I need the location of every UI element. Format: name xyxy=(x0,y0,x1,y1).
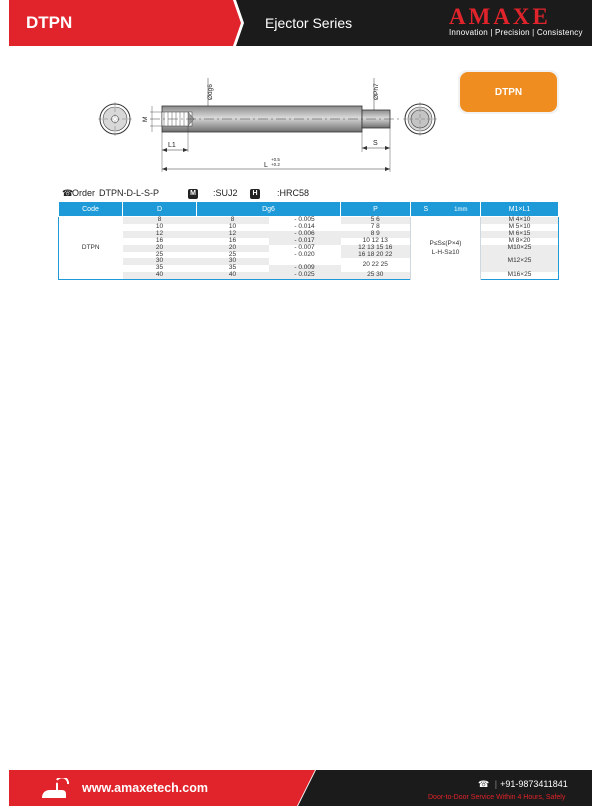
cell-dg: 30 xyxy=(197,258,269,265)
material-value: :SUJ2 xyxy=(213,188,238,198)
s-rule-cell xyxy=(411,217,481,280)
header-s-unit: 1mm xyxy=(454,206,468,213)
cell-dg: 8 xyxy=(197,217,269,224)
header-s-label: S xyxy=(423,205,429,213)
dim-s xyxy=(362,128,390,172)
product-badge: DTPN xyxy=(460,72,557,112)
cell-m: M16×25 xyxy=(481,272,559,279)
cell-p: 16 18 20 22 xyxy=(341,252,411,259)
cell-tol: - 0.020 xyxy=(294,250,315,258)
brand-logo-text: AMAXE xyxy=(449,5,551,27)
phone-icon: ☎ xyxy=(62,188,74,198)
cell-dg: 35 xyxy=(228,264,237,272)
cell-p: 25 30 xyxy=(341,272,411,279)
dim-l-tol-lower: +0.2 xyxy=(271,162,280,167)
dim-dg xyxy=(207,78,214,106)
table-row xyxy=(59,272,559,279)
cell-m: M 6×15 xyxy=(481,231,559,238)
cell-tol: - 0.005 xyxy=(294,216,315,223)
cell-d: 30 xyxy=(123,258,197,265)
dim-p-label: ØPh7 xyxy=(373,83,380,100)
technical-drawing xyxy=(90,70,470,178)
material-icon: M xyxy=(188,189,198,199)
cell-p: 5 6 xyxy=(341,217,411,224)
cell-tol: - 0.006 xyxy=(269,231,341,238)
s-rule-1: P≤S≤(P×4) xyxy=(429,240,462,248)
cell-m: M 5×10 xyxy=(481,224,559,231)
dim-dg-label: Ødg6 xyxy=(207,84,214,100)
dim-m-label: M xyxy=(142,116,149,122)
cell-d: 10 xyxy=(155,222,164,230)
dim-p xyxy=(373,78,380,110)
hardness-value: :HRC58 xyxy=(277,188,310,198)
series-title: Ejector Series xyxy=(265,15,353,31)
page-footer xyxy=(0,770,592,811)
cell-d: 12 xyxy=(123,231,197,238)
cell-dg: 20 xyxy=(197,245,269,252)
dim-l1 xyxy=(162,126,188,172)
dim-l-tol-upper: +0.5 xyxy=(271,157,280,162)
dim-l1-label: L1 xyxy=(168,142,176,149)
cell-d: 35 xyxy=(155,264,164,272)
dim-l-label: L xyxy=(264,162,268,169)
website-link[interactable]: www.amaxetech.com xyxy=(82,781,208,795)
cell-tol: - 0.017 xyxy=(269,238,341,245)
cell-p: 20 22 25 xyxy=(362,260,388,268)
pin-body xyxy=(150,106,400,132)
cell-p: 8 9 xyxy=(341,231,411,238)
header-d: D xyxy=(123,202,197,217)
hardness-icon: H xyxy=(250,189,260,199)
cell-p: 7 8 xyxy=(370,222,380,230)
cell-m: M 8×20 xyxy=(481,238,559,245)
dim-l xyxy=(162,157,390,171)
cell-m: M 4×10 xyxy=(481,217,559,224)
cell-p: 10 12 13 xyxy=(362,236,388,244)
page-title: DTPN xyxy=(26,13,73,32)
cell-tol: - 0.014 xyxy=(294,222,315,230)
header-m: M1×L1 xyxy=(481,202,559,217)
footer-phone xyxy=(478,779,568,790)
spec-table xyxy=(58,201,559,280)
phone-number: +91-9873411841 xyxy=(500,779,568,789)
cell-tol: - 0.025 xyxy=(269,272,341,279)
cell-dg: 10 xyxy=(228,222,237,230)
cell-dg: 12 xyxy=(197,231,269,238)
header-code: Code xyxy=(59,202,123,217)
table-header-row xyxy=(59,202,559,217)
table-row xyxy=(59,252,559,259)
dim-s-label: S xyxy=(373,140,378,147)
header-p: P xyxy=(341,202,411,217)
header-dg: Dg6 xyxy=(197,202,341,217)
cell-d: 8 xyxy=(123,217,197,224)
cell-d: 20 xyxy=(123,245,197,252)
header-s xyxy=(411,202,481,217)
cell-dg: 40 xyxy=(197,272,269,279)
cell-dg: 25 xyxy=(228,250,237,258)
order-code: DTPN-D-L-S-P xyxy=(99,188,159,198)
phone-divider: | xyxy=(494,779,498,789)
cell-d: 16 xyxy=(155,236,164,244)
cell-tol: - 0.007 xyxy=(294,243,315,251)
order-label: Order xyxy=(72,188,96,198)
code-cell: DTPN xyxy=(59,217,123,280)
cursor-hand-icon xyxy=(40,778,70,800)
left-end-view xyxy=(98,102,132,136)
brand-logo xyxy=(449,5,591,27)
cell-m: M10×25 xyxy=(481,245,559,252)
cell-d: 25 xyxy=(155,250,164,258)
service-text: Door-to-Door Service Within 4 Hours, Safely xyxy=(428,794,566,801)
cell-dg: 16 xyxy=(228,236,237,244)
right-end-view xyxy=(403,102,437,136)
cell-p: 12 13 15 16 xyxy=(341,245,411,252)
page-header xyxy=(0,0,592,46)
s-rule-2: L-H-S≥10 xyxy=(431,249,460,257)
cell-tol: - 0.009 xyxy=(269,265,341,272)
cell-m: M12×25 xyxy=(481,252,559,273)
phone-icon: ☎ xyxy=(478,779,492,789)
brand-tagline: Innovation | Precision | Consistency xyxy=(449,28,583,37)
cell-d: 40 xyxy=(123,272,197,279)
